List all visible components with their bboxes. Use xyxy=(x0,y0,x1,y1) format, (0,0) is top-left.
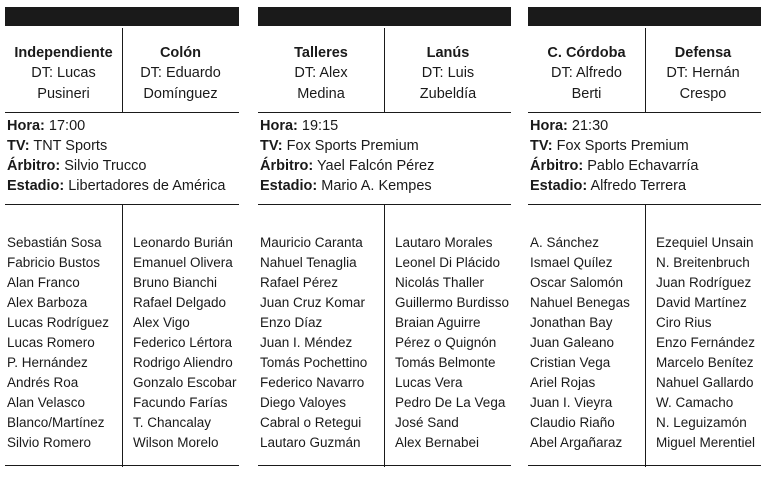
teams-bottom-rule xyxy=(528,112,761,113)
away-team-coach-surname: Domínguez xyxy=(143,86,218,102)
player-name: Alan Velasco xyxy=(7,395,86,410)
away-lineup xyxy=(656,233,755,453)
home-lineup xyxy=(260,233,367,453)
teams-divider xyxy=(122,28,123,112)
player-name: N. Breitenbruch xyxy=(656,255,750,270)
home-team-name: C. Córdoba xyxy=(547,45,626,61)
card-bottom-rule xyxy=(258,465,511,466)
card-header-bar xyxy=(258,7,511,26)
teams-divider xyxy=(384,28,385,112)
home-team-name: Independiente xyxy=(14,45,113,61)
away-team-coach: DT: Luis xyxy=(421,65,475,81)
tv-channel: TV: TNT Sports xyxy=(7,138,108,154)
player-name: Facundo Farías xyxy=(133,395,228,410)
player-name: Emanuel Olivera xyxy=(133,255,233,270)
player-name: Lucas Vera xyxy=(395,375,463,390)
player-name: Bruno Bianchi xyxy=(133,275,218,290)
player-name: Juan I. Vieyra xyxy=(530,395,613,410)
home-team-coach-surname: Pusineri xyxy=(37,86,90,102)
player-name: Oscar Salomón xyxy=(530,275,624,290)
player-name: Lucas Rodríguez xyxy=(7,315,110,330)
tv-channel: TV: Fox Sports Premium xyxy=(530,138,689,154)
away-team-coach-surname: Zubeldía xyxy=(419,86,477,102)
home-team-coach: DT: Alex xyxy=(294,65,348,81)
player-name: A. Sánchez xyxy=(530,235,600,250)
referee: Árbitro: Silvio Trucco xyxy=(7,158,147,174)
kickoff-time: Hora: 17:00 xyxy=(7,118,86,134)
away-lineup xyxy=(395,233,509,453)
player-name: Leonardo Burián xyxy=(133,235,233,250)
player-name: Enzo Díaz xyxy=(260,315,323,330)
player-name: Alex Vigo xyxy=(133,315,190,330)
player-name: Ciro Rius xyxy=(656,315,712,330)
player-name: Pérez o Quignón xyxy=(395,335,497,350)
match-info xyxy=(7,116,239,196)
player-name: Leonel Di Plácido xyxy=(395,255,501,270)
player-name: Tomás Belmonte xyxy=(395,355,496,370)
player-name: Fabricio Bustos xyxy=(7,255,101,270)
player-name: Rafael Pérez xyxy=(260,275,339,290)
lineups-divider xyxy=(384,205,385,467)
away-team xyxy=(385,28,511,112)
referee: Árbitro: Yael Falcón Pérez xyxy=(260,158,435,174)
home-team xyxy=(528,28,645,112)
away-team-coach: DT: Hernán xyxy=(666,65,740,81)
card-header-bar xyxy=(528,7,761,26)
player-name: Jonathan Bay xyxy=(530,315,613,330)
referee: Árbitro: Pablo Echavarría xyxy=(530,158,699,174)
match-card-independiente-colon xyxy=(5,7,239,467)
player-name: Juan Galeano xyxy=(530,335,615,350)
player-name: Nahuel Benegas xyxy=(530,295,630,310)
player-name: Tomás Pochettino xyxy=(260,355,368,370)
teams-bottom-rule xyxy=(258,112,511,113)
player-name: Alex Barboza xyxy=(7,295,88,310)
away-team-coach: DT: Eduardo xyxy=(140,65,221,81)
player-name: Nahuel Gallardo xyxy=(656,375,754,390)
kickoff-time: Hora: 21:30 xyxy=(530,118,609,134)
home-team xyxy=(258,28,384,112)
player-name: Ismael Quílez xyxy=(530,255,613,270)
player-name: Andrés Roa xyxy=(7,375,79,390)
player-name: P. Hernández xyxy=(7,355,88,370)
player-name: Nahuel Tenaglia xyxy=(260,255,357,270)
player-name: Blanco/Martínez xyxy=(7,415,105,430)
card-bottom-rule xyxy=(528,465,761,466)
player-name: Juan Cruz Komar xyxy=(260,295,366,310)
player-name: Pedro De La Vega xyxy=(395,395,506,410)
player-name: Silvio Romero xyxy=(7,435,92,450)
player-name: José Sand xyxy=(395,415,459,430)
home-lineup xyxy=(530,233,630,453)
player-name: Claudio Riaño xyxy=(530,415,615,430)
away-team-coach-surname: Crespo xyxy=(679,86,727,102)
home-lineup xyxy=(7,233,109,453)
player-name: Federico Lértora xyxy=(133,335,233,350)
home-team xyxy=(5,28,122,112)
away-team xyxy=(645,28,761,112)
player-name: Rafael Delgado xyxy=(133,295,227,310)
player-name: W. Camacho xyxy=(656,395,734,410)
player-name: N. Leguizamón xyxy=(656,415,747,430)
player-name: Federico Navarro xyxy=(260,375,365,390)
player-name: Cristian Vega xyxy=(530,355,611,370)
stadium: Estadio: Alfredo Terrera xyxy=(530,178,687,194)
player-name: Ezequiel Unsain xyxy=(656,235,754,250)
stadium: Estadio: Libertadores de América xyxy=(7,178,226,194)
player-name: Enzo Fernández xyxy=(656,335,756,350)
player-name: Cabral o Retegui xyxy=(260,415,362,430)
lineups-divider xyxy=(645,205,646,467)
player-name: Wilson Morelo xyxy=(133,435,219,450)
card-header-bar xyxy=(5,7,239,26)
away-team-name: Lanús xyxy=(426,45,470,61)
match-info xyxy=(530,116,761,196)
player-name: Guillermo Burdisso xyxy=(395,295,510,310)
card-bottom-rule xyxy=(5,465,239,466)
home-team-coach-surname: Medina xyxy=(297,86,345,102)
player-name: Gonzalo Escobar xyxy=(133,375,237,390)
player-name: Diego Valoyes xyxy=(260,395,347,410)
away-team-name: Colón xyxy=(159,45,202,61)
match-card-ccordoba-defensa xyxy=(528,7,761,467)
teams-bottom-rule xyxy=(5,112,239,113)
player-name: Miguel Merentiel xyxy=(656,435,756,450)
player-name: Juan I. Méndez xyxy=(260,335,353,350)
tv-channel: TV: Fox Sports Premium xyxy=(260,138,419,154)
player-name: Lautaro Guzmán xyxy=(260,435,361,450)
player-name: David Martínez xyxy=(656,295,747,310)
match-info xyxy=(260,116,511,196)
away-team xyxy=(122,28,239,112)
player-name: Alex Bernabei xyxy=(395,435,480,450)
teams-divider xyxy=(645,28,646,112)
player-name: Nicolás Thaller xyxy=(395,275,485,290)
home-team-coach-surname: Berti xyxy=(571,86,602,102)
lineups-divider xyxy=(122,205,123,467)
kickoff-time: Hora: 19:15 xyxy=(260,118,339,134)
home-team-coach: DT: Alfredo xyxy=(551,65,622,81)
match-card-talleres-lanus xyxy=(258,7,511,467)
stadium: Estadio: Mario A. Kempes xyxy=(260,178,432,194)
player-name: Juan Rodríguez xyxy=(656,275,752,290)
away-team-name: Defensa xyxy=(674,45,732,61)
player-name: Marcelo Benítez xyxy=(656,355,754,370)
player-name: Alan Franco xyxy=(7,275,80,290)
player-name: Braian Aguirre xyxy=(395,315,481,330)
player-name: Sebastián Sosa xyxy=(7,235,102,250)
player-name: T. Chancalay xyxy=(133,415,212,430)
player-name: Lautaro Morales xyxy=(395,235,493,250)
player-name: Ariel Rojas xyxy=(530,375,596,390)
player-name: Rodrigo Aliendro xyxy=(133,355,233,370)
home-team-name: Talleres xyxy=(294,45,348,61)
player-name: Mauricio Caranta xyxy=(260,235,363,250)
home-team-coach: DT: Lucas xyxy=(31,65,96,81)
player-name: Lucas Romero xyxy=(7,335,95,350)
player-name: Abel Argañaraz xyxy=(530,435,623,450)
away-lineup xyxy=(133,233,237,453)
